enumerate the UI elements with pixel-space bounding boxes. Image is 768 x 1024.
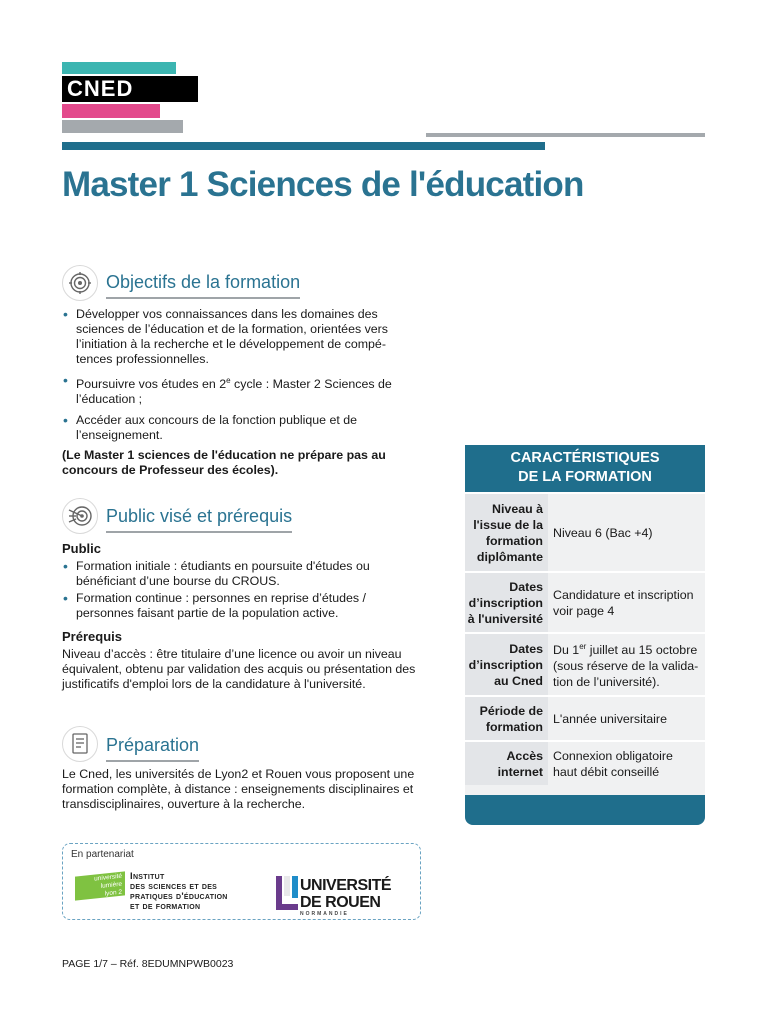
section-title-preparation: Préparation [106, 735, 199, 762]
logo-pink-bar [62, 104, 160, 118]
logo-teal-bar [62, 62, 176, 74]
logo-gray-bar [62, 120, 183, 133]
logo-text: CNED [67, 76, 134, 101]
list-item: • Formation continue : personnes en reprise d’études / personnes faisant partie de la population active. [62, 591, 402, 621]
preparation-text: Le Cned, les universités de Lyon2 et Rouen vous proposent une formation complète, à distance : enseignements disciplinaires et transdisciplinaires, ouverture à la recherche. [62, 767, 415, 811]
row-value: Niveau 6 (Bac +4) [548, 494, 705, 571]
row-value: Connexion obligatoire haut débit conseillé [548, 742, 705, 785]
row-label: Dates d’inscription au Cned [465, 634, 548, 695]
logo [62, 76, 198, 102]
list-item: • Développer vos connaissances dans les domaines des sciences de l’éducation et de la formation, orientées vers l’initiation à la recherche et le développement de compé-tences professionnelles. [62, 307, 414, 367]
table-row [465, 571, 705, 632]
prereq-text: Niveau d’accès : être titulaire d’une licence ou avoir un niveau équivalent, obtenu par validation des acquis ou présentation des justificatifs d'emploi lors de la candidature à l'université. [62, 647, 416, 691]
checklist-icon [62, 726, 98, 762]
row-value: L'année universitaire [548, 697, 705, 740]
row-label: Période de formation [465, 697, 548, 740]
section-title-public: Public visé et prérequis [106, 506, 292, 533]
isped-logo: Institut des sciences et des pratiques d'éducation et de formation [130, 871, 228, 912]
characteristics-card [465, 445, 705, 825]
public-list [62, 559, 402, 623]
table-row [465, 492, 705, 571]
partners-label: En partenariat [71, 849, 134, 860]
objectifs-list [62, 307, 414, 449]
list-item: • Formation initiale : étudiants en poursuite d'études ou bénéficiant d’une bourse du CROUS. [62, 559, 402, 589]
prereq-label: Prérequis [62, 629, 122, 644]
card-header [465, 445, 705, 492]
card-footer [465, 795, 705, 825]
table-row [465, 740, 705, 785]
list-item: • Accéder aux concours de la fonction publique et de l’enseignement. [62, 413, 414, 443]
table-row [465, 632, 705, 695]
card-title-line1: CARACTÉRISTIQUES [510, 450, 660, 466]
header-rule-blue [62, 142, 545, 150]
header-rule-gray [426, 133, 705, 137]
row-value: Candidature et inscription voir page 4 [548, 573, 705, 632]
partners-box [62, 843, 421, 920]
rouen-logo-mark [276, 876, 298, 910]
table-row [465, 695, 705, 740]
lyon2-logo: université lumière lyon 2 [75, 871, 125, 900]
dart-target-icon [62, 498, 98, 534]
footer-ref: PAGE 1/7 – Réf. 8EDUMNPWB0023 [62, 958, 234, 970]
public-label: Public [62, 541, 102, 556]
card-title-line2: DE LA FORMATION [518, 469, 652, 485]
row-label: Niveau à l'issue de la formation diplômante [465, 494, 548, 571]
row-value: Du 1er juillet au 15 octobre (sous réserve de la valida-tion de l’université). [548, 634, 705, 695]
row-label: Dates d’inscription à l'université [465, 573, 548, 632]
row-label: Accès internet [465, 742, 548, 785]
target-icon [62, 265, 98, 301]
list-item: • Poursuivre vos études en 2e cycle : Master 2 Sciences de l’éducation ; [62, 373, 414, 407]
rouen-logo-text: UNIVERSITÉ DE ROUEN NORMANDIE [300, 877, 392, 917]
section-title-objectifs: Objectifs de la formation [106, 272, 300, 299]
page-title: Master 1 Sciences de l'éducation [62, 165, 584, 204]
objectifs-note: (Le Master 1 sciences de l'éducation ne prépare pas au concours de Professeur des écoles). [62, 448, 386, 477]
